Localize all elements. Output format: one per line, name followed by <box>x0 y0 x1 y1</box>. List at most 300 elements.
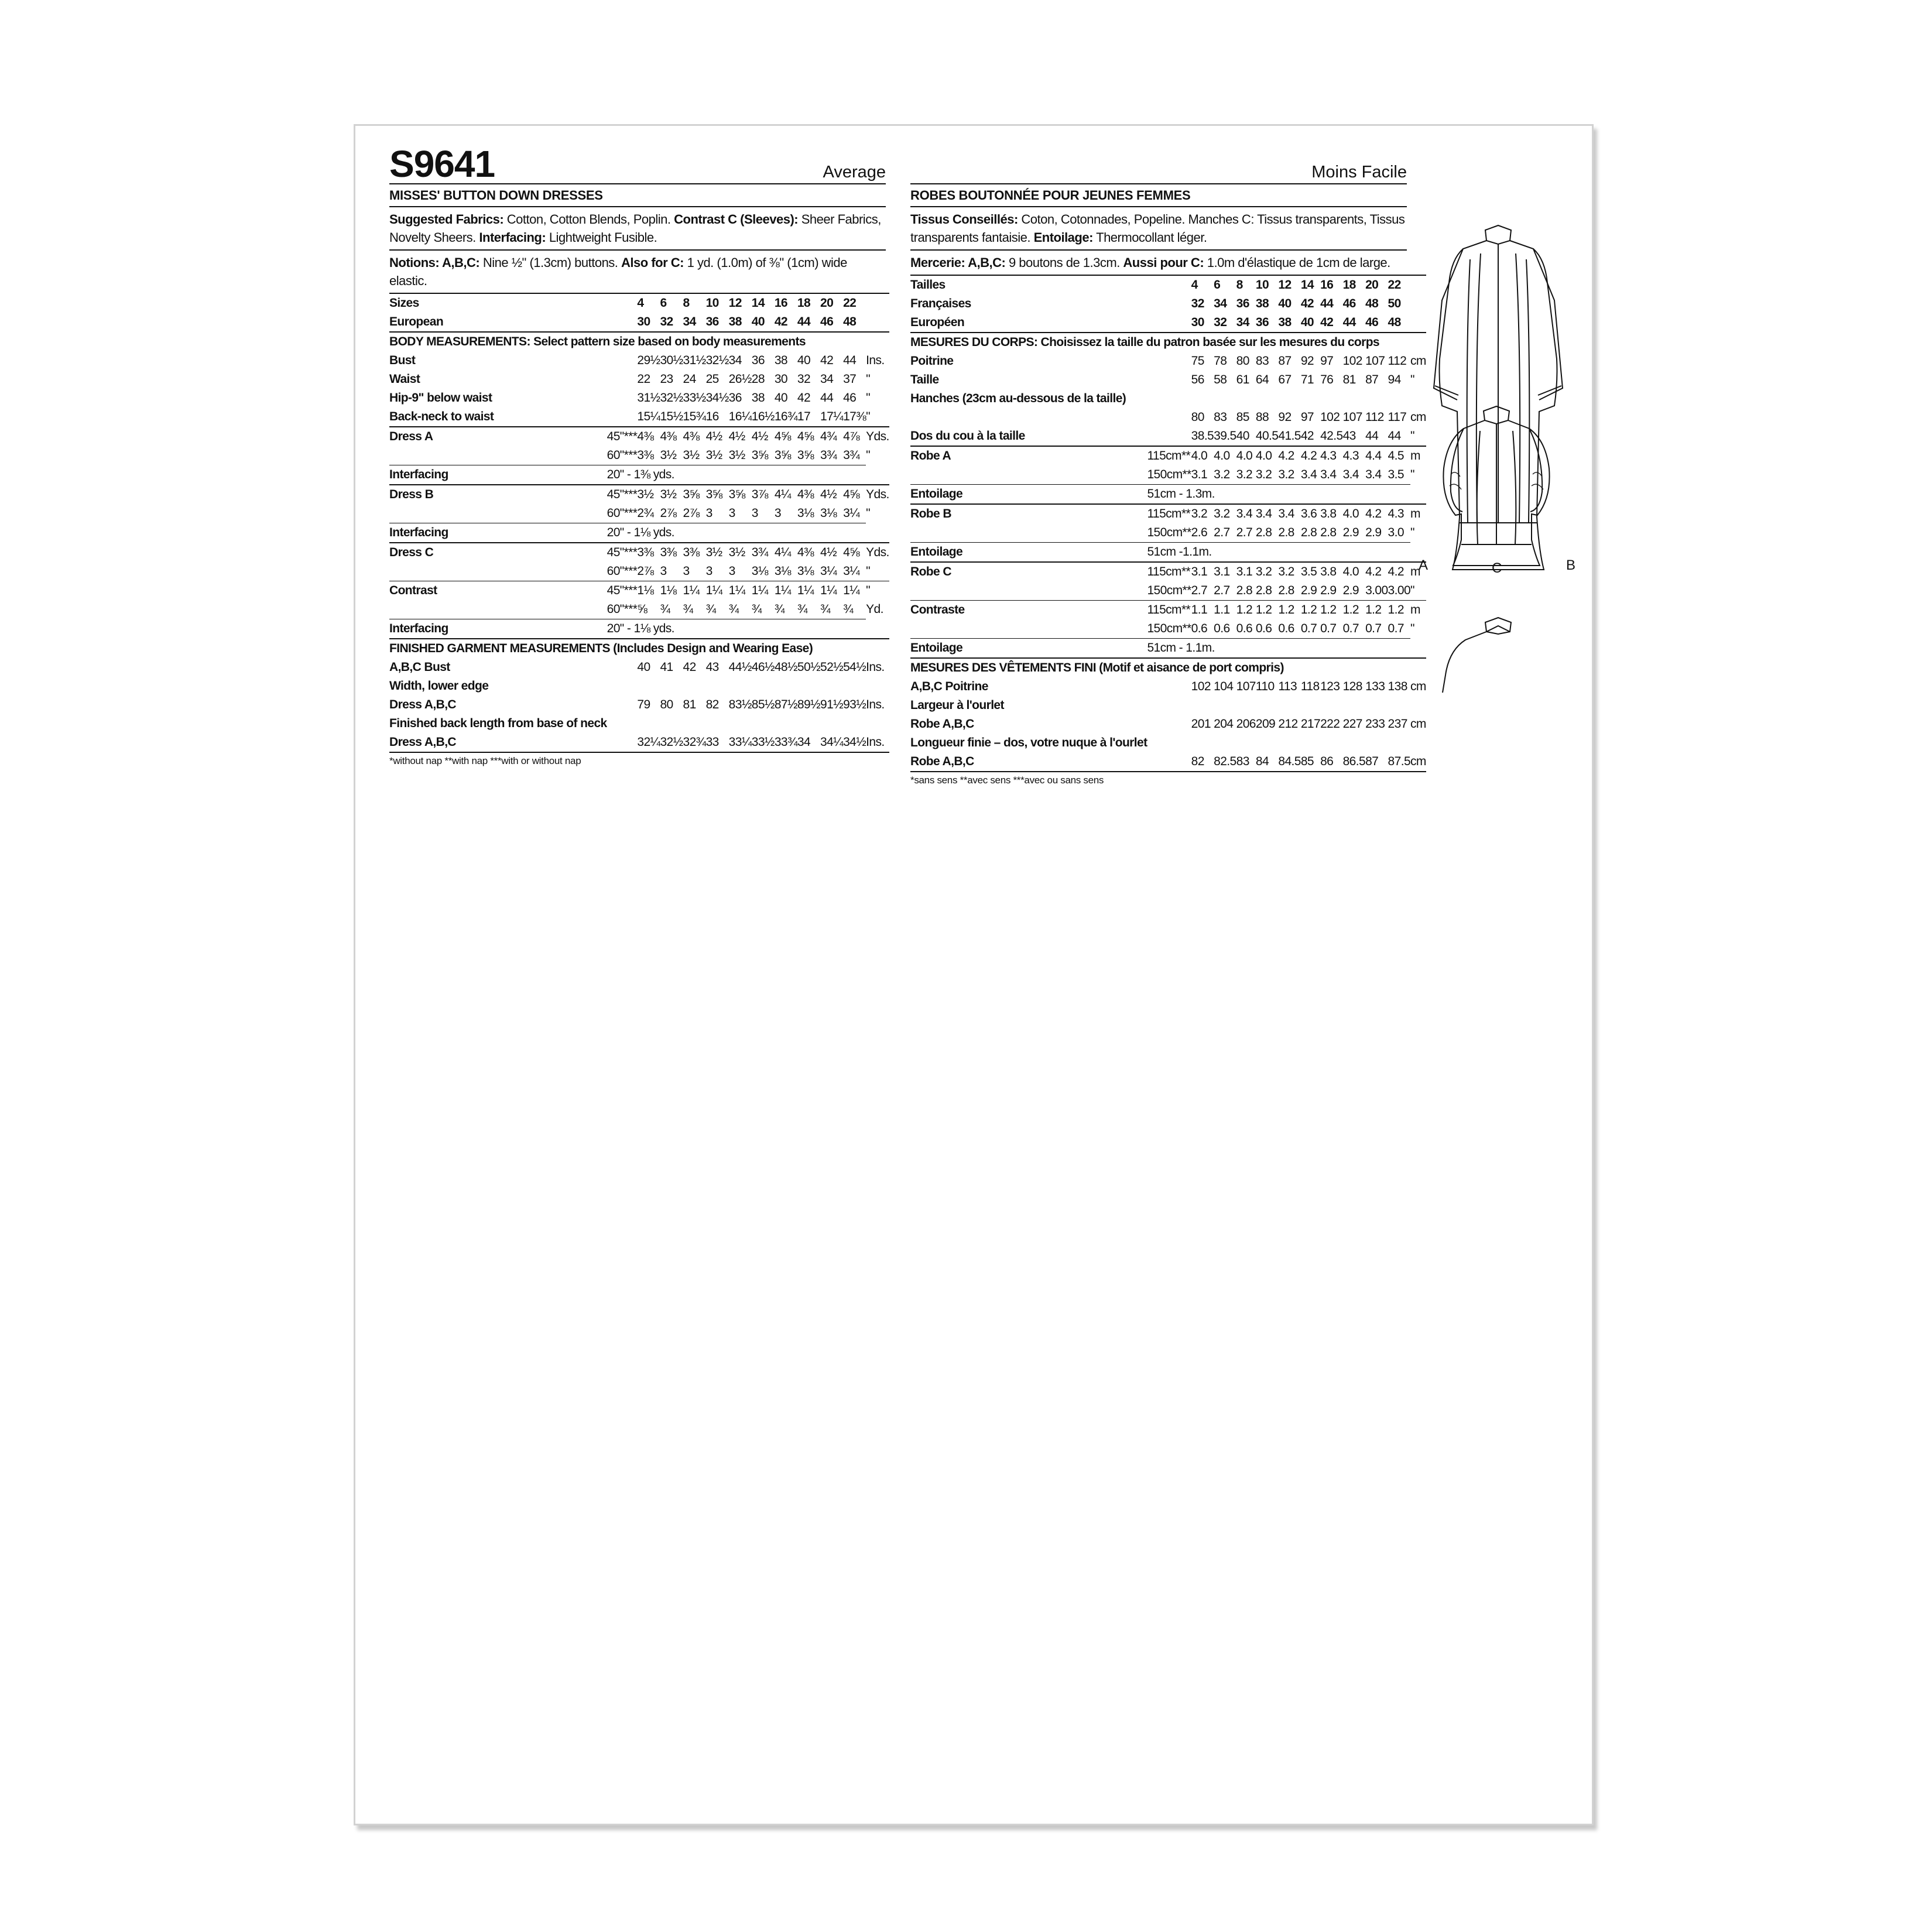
fabric-width <box>1147 408 1191 427</box>
size-value: 92 <box>1300 354 1314 368</box>
size-value: 3¾ <box>820 448 837 462</box>
size-value: 3½ <box>729 543 752 562</box>
french-size-table <box>910 275 1429 772</box>
pattern-title-fr: ROBES BOUTONNÉE POUR JEUNES FEMMES <box>910 184 1407 207</box>
size-value: 31½ <box>637 391 660 405</box>
unit: " <box>1410 584 1414 597</box>
size-value: 36 <box>1236 297 1249 310</box>
fabric-width: 20" - 1⅛ yds. <box>607 523 866 543</box>
french-header <box>910 126 1407 184</box>
size-value: 1¼ <box>683 581 706 601</box>
size-value: 0.6 <box>1191 622 1208 635</box>
size-value: 3⅝ <box>797 448 814 462</box>
size-value: 3.4 <box>1300 468 1317 481</box>
size-value: 3½ <box>637 485 660 504</box>
size-value: 87 <box>1365 752 1388 772</box>
table-row <box>910 446 1426 465</box>
size-value: 4½ <box>729 427 752 446</box>
size-value: 1.2 <box>1343 601 1365 620</box>
fabric-width: 45"*** <box>607 581 638 601</box>
size-value: 37 <box>843 372 857 386</box>
size-value: 40 <box>637 660 650 674</box>
size-value: 46 <box>1342 297 1356 310</box>
size-value: 4⅝ <box>797 427 820 446</box>
fabric-width: 150cm** <box>1147 622 1191 635</box>
size-value: 3.8 <box>1320 504 1342 523</box>
size-value: 113 <box>1278 680 1297 693</box>
fabric-width: 51cm -1.1m. <box>1147 543 1410 563</box>
size-value: 42.5 <box>1320 429 1343 443</box>
size-value: 32¾ <box>683 733 706 752</box>
size-value: 3⅜ <box>660 543 683 562</box>
fabric-width <box>607 677 866 696</box>
fabric-width <box>1147 275 1191 294</box>
size-value: 16 <box>705 410 719 423</box>
size-value: 4¼ <box>775 485 797 504</box>
size-value: 58 <box>1214 373 1227 386</box>
size-value: 80 <box>1191 410 1204 424</box>
size-value: 3.00 <box>1388 584 1411 597</box>
size-value: 3 <box>683 564 690 578</box>
table-row <box>389 427 889 446</box>
size-value: ¾ <box>660 602 670 616</box>
size-value: 29½ <box>637 354 660 367</box>
size-value: 3 <box>751 506 758 520</box>
unit: " <box>1410 526 1414 540</box>
notions-text: Nine ½" (1.3cm) buttons. <box>479 255 622 270</box>
size-value: 22 <box>637 372 650 386</box>
size-value: 3.4 <box>1278 504 1300 523</box>
row-label: Bust <box>389 354 416 367</box>
table-row <box>389 351 889 370</box>
size-value: 15½ <box>660 410 683 423</box>
size-value: 3.2 <box>1214 504 1236 523</box>
size-value: 4⅝ <box>843 485 866 504</box>
size-value: 82.5 <box>1214 752 1236 772</box>
size-value: 89½ <box>797 698 820 711</box>
size-value: 87.5 <box>1388 752 1410 772</box>
size-value: 4 <box>1191 275 1214 294</box>
row-label: Interfacing <box>389 619 607 639</box>
row-label <box>910 523 1147 543</box>
table-row <box>910 504 1426 523</box>
fabric-width <box>607 407 638 427</box>
size-value: 83 <box>1214 410 1227 424</box>
size-value: 67 <box>1278 373 1292 386</box>
fabric-width: 60"*** <box>607 506 638 520</box>
size-value: 12 <box>729 293 752 313</box>
unit: " <box>1410 373 1414 386</box>
row-label: Robe A <box>910 446 1147 465</box>
size-value: 4.3 <box>1320 446 1342 465</box>
size-value: 4⅜ <box>683 427 706 446</box>
size-value: 4⅞ <box>843 427 866 446</box>
size-value: 33¾ <box>775 733 797 752</box>
size-value: 92 <box>1278 410 1292 424</box>
size-value: 3½ <box>660 448 677 462</box>
size-value: 93½ <box>843 698 866 711</box>
unit: m <box>1410 504 1426 523</box>
size-value: 42 <box>683 660 696 674</box>
size-value: ¾ <box>728 602 739 616</box>
size-value: 1¼ <box>843 581 866 601</box>
size-value: 32½ <box>660 391 683 405</box>
size-value: ¾ <box>797 602 807 616</box>
table-row <box>389 389 889 407</box>
size-value: 3¾ <box>752 543 775 562</box>
footnote-fr: *sans sens **avec sens ***avec ou sans sens <box>910 775 1104 786</box>
size-value: 36 <box>728 391 742 405</box>
size-value: 44 <box>1365 429 1379 443</box>
size-value: 0.7 <box>1365 622 1382 635</box>
size-value: 2.7 <box>1214 526 1230 539</box>
size-value: 1.2 <box>1320 601 1342 620</box>
size-value: 40 <box>1236 429 1249 443</box>
size-value: 36 <box>1255 316 1269 329</box>
dress-c-sketch <box>1440 618 1511 693</box>
size-value: 87 <box>1365 373 1379 386</box>
fabric-width <box>1147 677 1191 696</box>
unit: " <box>866 506 870 520</box>
size-value: 48 <box>843 315 857 328</box>
fabric-width: 115cm** <box>1147 601 1191 620</box>
row-label: Entoilage <box>910 485 1147 505</box>
fabric-width: 45"*** <box>607 427 638 446</box>
size-value: 3 <box>728 506 735 520</box>
notions-text-fr: 9 boutons de 1.3cm. <box>1005 255 1123 270</box>
size-value: 84.5 <box>1278 752 1300 772</box>
size-value: 85½ <box>751 698 775 711</box>
size-value: 34 <box>820 372 834 386</box>
size-value: 32 <box>660 315 673 328</box>
size-value: 3⅝ <box>774 448 791 462</box>
table-row <box>389 562 889 581</box>
size-value: 3¾ <box>843 448 860 462</box>
size-value: 3 <box>660 564 667 578</box>
size-value: 3.1 <box>1236 562 1256 581</box>
size-value: 34½ <box>705 391 729 405</box>
english-header <box>389 126 886 184</box>
table-row <box>389 733 889 752</box>
size-value: 107 <box>1365 354 1385 368</box>
dress-c-outline <box>1443 406 1549 566</box>
size-value: 22 <box>1388 275 1410 294</box>
size-value: 201 <box>1191 717 1211 731</box>
unit <box>866 293 889 313</box>
size-value: 34¼ <box>820 733 843 752</box>
unit: cm <box>1410 354 1426 368</box>
size-value: 3.4 <box>1320 468 1337 481</box>
table-row <box>910 752 1426 772</box>
fabric-width <box>607 370 638 389</box>
size-value: 2.9 <box>1300 584 1317 597</box>
size-value: 24 <box>683 372 696 386</box>
size-value: 75 <box>1191 354 1204 368</box>
size-value: 107 <box>1236 680 1256 693</box>
notions-label: Notions: A,B,C: <box>389 255 480 270</box>
size-value: 8 <box>683 293 706 313</box>
size-value: 227 <box>1342 717 1362 731</box>
size-value: 1¼ <box>729 581 752 601</box>
size-value: 4 <box>637 293 660 313</box>
size-value: 3.4 <box>1236 504 1256 523</box>
row-label: Interfacing <box>389 523 607 543</box>
dress-c-body <box>1486 626 1510 632</box>
size-value: 32¼ <box>637 733 660 752</box>
fabric-width <box>1147 752 1191 772</box>
size-value: 3 <box>728 564 735 578</box>
size-value: 3.2 <box>1236 468 1253 481</box>
fabric-width: 45"*** <box>607 543 638 562</box>
difficulty-level: Average <box>823 163 886 181</box>
size-value: 16¼ <box>728 410 752 423</box>
size-value: 10 <box>1256 275 1278 294</box>
size-value: 3.5 <box>1301 562 1320 581</box>
size-value: 1⅛ <box>637 581 660 601</box>
size-value: 138 <box>1388 680 1407 693</box>
table-row <box>910 639 1426 659</box>
table-row <box>389 714 889 733</box>
size-value: 3⅝ <box>706 485 729 504</box>
table-row <box>389 313 889 332</box>
size-value: 4.2 <box>1301 446 1320 465</box>
size-value: 52½ <box>820 660 844 674</box>
size-value: 0.6 <box>1278 622 1294 635</box>
size-value: 6 <box>1214 275 1236 294</box>
table-row <box>910 696 1426 715</box>
fabric-width <box>1147 734 1410 752</box>
table-row <box>389 370 889 389</box>
size-value: 76 <box>1320 373 1334 386</box>
size-value: 2⅞ <box>683 506 700 520</box>
size-value: 61 <box>1236 373 1249 386</box>
fabric-width: 51cm - 1.1m. <box>1147 639 1410 659</box>
size-value: 81 <box>683 698 696 711</box>
size-value: 6 <box>660 293 683 313</box>
unit: Yds. <box>866 543 889 562</box>
size-value: 2.8 <box>1278 584 1294 597</box>
size-value: 4.0 <box>1256 446 1278 465</box>
unit: Ins. <box>866 354 885 367</box>
notions-also-label-fr: Aussi pour C: <box>1123 255 1204 270</box>
size-value: 3.2 <box>1191 504 1214 523</box>
fabric-width: 60"*** <box>607 564 638 578</box>
size-value: 3½ <box>683 448 700 462</box>
size-value: 20 <box>1365 275 1388 294</box>
size-value: 3⅛ <box>820 506 837 520</box>
size-value: 50 <box>1388 297 1401 310</box>
fabric-width: 115cm** <box>1147 446 1191 465</box>
table-row <box>910 619 1426 639</box>
section-heading: BODY MEASUREMENTS: Select pattern size based on body measurements <box>389 332 889 351</box>
size-value: 80 <box>1236 354 1249 368</box>
size-value: 34 <box>797 733 820 752</box>
size-value: 0.7 <box>1388 622 1404 635</box>
size-value: 3.0 <box>1388 526 1404 539</box>
size-value: 3.6 <box>1301 504 1320 523</box>
view-label-a: A <box>1419 557 1429 573</box>
size-value: 8 <box>1236 275 1256 294</box>
table-row <box>910 485 1426 505</box>
row-label: Dress C <box>389 543 607 562</box>
interfacing-label-fr: Entoilage: <box>1033 230 1093 245</box>
unit: Yds. <box>866 485 889 504</box>
size-value: 31½ <box>683 354 706 367</box>
size-value: 42 <box>797 391 811 405</box>
section-heading: FINISHED GARMENT MEASUREMENTS (Includes Design and Wearing Ease) <box>389 639 889 658</box>
size-value: 30 <box>1191 316 1204 329</box>
row-label: Dos du cou à la taille <box>910 429 1025 443</box>
size-value: 4.0 <box>1343 562 1365 581</box>
size-value: 3⅛ <box>774 564 791 578</box>
row-label <box>910 408 1147 427</box>
size-value: 3⅛ <box>797 506 814 520</box>
size-value: 4⅝ <box>843 543 866 562</box>
size-value: 83 <box>1255 354 1269 368</box>
size-value: 40 <box>797 354 811 367</box>
suggested-fabrics <box>389 207 886 251</box>
table-row <box>910 677 1426 696</box>
fabrics-text-fr: Coton, Cotonnades, Popeline. Manches C: Tissus transparents, Tissus transparents fantaisie. <box>910 212 1405 245</box>
size-value: 1.2 <box>1388 601 1410 620</box>
size-value: 80 <box>660 698 673 711</box>
size-value: 233 <box>1365 717 1385 731</box>
fabric-width <box>607 313 638 332</box>
size-value: 3 <box>705 506 712 520</box>
size-value: 30½ <box>660 354 683 367</box>
size-value: 30 <box>774 372 787 386</box>
size-value: 2.9 <box>1342 584 1359 597</box>
size-value: 3 <box>774 506 781 520</box>
size-value: ¾ <box>751 602 762 616</box>
table-row <box>389 658 889 677</box>
size-value: 34½ <box>843 733 866 752</box>
table-row <box>910 734 1426 752</box>
suggested-fabrics-fr <box>910 207 1407 251</box>
size-value: 38 <box>751 391 765 405</box>
size-value: 0.6 <box>1214 622 1230 635</box>
size-value: 3¼ <box>820 564 837 578</box>
row-label: Longueur finie – dos, votre nuque à l'ourlet <box>910 736 1147 749</box>
fabric-width <box>607 293 638 313</box>
size-value: 1.1 <box>1191 601 1214 620</box>
size-value: 54½ <box>843 660 866 674</box>
interfacing-text-fr: Thermocollant léger. <box>1092 230 1207 245</box>
size-value: 2.9 <box>1365 526 1382 539</box>
size-value: 3.1 <box>1214 562 1236 581</box>
size-value: 44 <box>797 315 811 328</box>
size-value: 85 <box>1301 752 1320 772</box>
contrast-text: Sheer Fabrics, Novelty Sheers. <box>389 212 881 245</box>
size-value: 32½ <box>660 733 683 752</box>
size-value: 128 <box>1342 680 1362 693</box>
dress-c-illustration <box>1414 404 1578 574</box>
size-value: 33½ <box>683 391 706 405</box>
table-row <box>910 601 1426 620</box>
size-value: 4⅜ <box>797 543 820 562</box>
fabric-width <box>1147 389 1410 408</box>
size-value: 40 <box>751 315 765 328</box>
row-label <box>910 465 1147 485</box>
fabrics-label-fr: Tissus Conseillés: <box>910 212 1018 227</box>
size-value: 3½ <box>705 448 722 462</box>
row-label: Tailles <box>910 275 1147 294</box>
size-value: 32½ <box>705 354 729 367</box>
size-value: 112 <box>1365 410 1384 424</box>
size-value: 43 <box>705 660 719 674</box>
size-value: 3⅜ <box>637 543 660 562</box>
size-value: 4.2 <box>1388 562 1410 581</box>
size-value: 4¼ <box>775 543 797 562</box>
size-value: 48 <box>1365 297 1379 310</box>
size-value: 2.7 <box>1236 526 1253 539</box>
table-row <box>910 523 1426 543</box>
size-value: 32 <box>797 372 811 386</box>
unit: " <box>1410 622 1414 636</box>
view-label-b: B <box>1566 557 1576 573</box>
size-value: 38 <box>1278 316 1292 329</box>
unit: cm <box>1410 680 1426 693</box>
size-value: 1.2 <box>1256 601 1278 620</box>
size-value: 78 <box>1214 354 1227 368</box>
size-value: 3¼ <box>843 564 860 578</box>
size-value: 4.3 <box>1343 446 1365 465</box>
notions-also-text-fr: 1.0m d'élastique de 1cm de large. <box>1204 255 1390 270</box>
row-label: Width, lower edge <box>389 679 489 693</box>
size-value: 3½ <box>660 485 683 504</box>
size-value: 1⅛ <box>660 581 683 601</box>
table-row <box>910 715 1426 734</box>
size-value: 107 <box>1342 410 1362 424</box>
fabric-width <box>607 733 638 752</box>
size-value: 217 <box>1300 717 1321 731</box>
size-value: 0.7 <box>1320 622 1337 635</box>
size-value: 32 <box>1191 297 1204 310</box>
size-value: 16¾ <box>774 410 797 423</box>
row-label: Françaises <box>910 297 971 310</box>
size-value: 30 <box>637 315 650 328</box>
fabric-width: 150cm** <box>1147 526 1191 539</box>
size-value: 32 <box>1214 316 1227 329</box>
size-value: 4.3 <box>1388 504 1410 523</box>
size-value: 3.2 <box>1278 562 1300 581</box>
size-value: 34 <box>728 354 742 367</box>
size-value: 94 <box>1388 373 1401 386</box>
size-value: 15¾ <box>683 410 706 423</box>
size-value: 3⅞ <box>752 485 775 504</box>
size-value: 209 <box>1255 717 1276 731</box>
size-value: 26½ <box>728 372 752 386</box>
row-label: Robe A,B,C <box>910 717 974 731</box>
size-value: 10 <box>706 293 729 313</box>
contrast-label: Contrast C (Sleeves): <box>674 212 799 227</box>
size-value: 2.8 <box>1300 526 1317 539</box>
size-value: 4½ <box>820 485 843 504</box>
unit: Yds. <box>866 427 889 446</box>
section-heading-row <box>389 332 889 351</box>
size-value: 3.1 <box>1191 468 1208 481</box>
unit: cm <box>1410 752 1426 772</box>
size-value: 81 <box>1342 373 1356 386</box>
size-value: 34 <box>1214 297 1227 310</box>
size-value: 33 <box>706 733 729 752</box>
size-value: 38 <box>774 354 787 367</box>
size-value: 42 <box>774 315 787 328</box>
size-value: 2.6 <box>1191 526 1208 539</box>
fabric-width <box>1147 715 1191 734</box>
fabric-width: 60"*** <box>607 448 638 462</box>
size-value: 4¾ <box>820 427 843 446</box>
